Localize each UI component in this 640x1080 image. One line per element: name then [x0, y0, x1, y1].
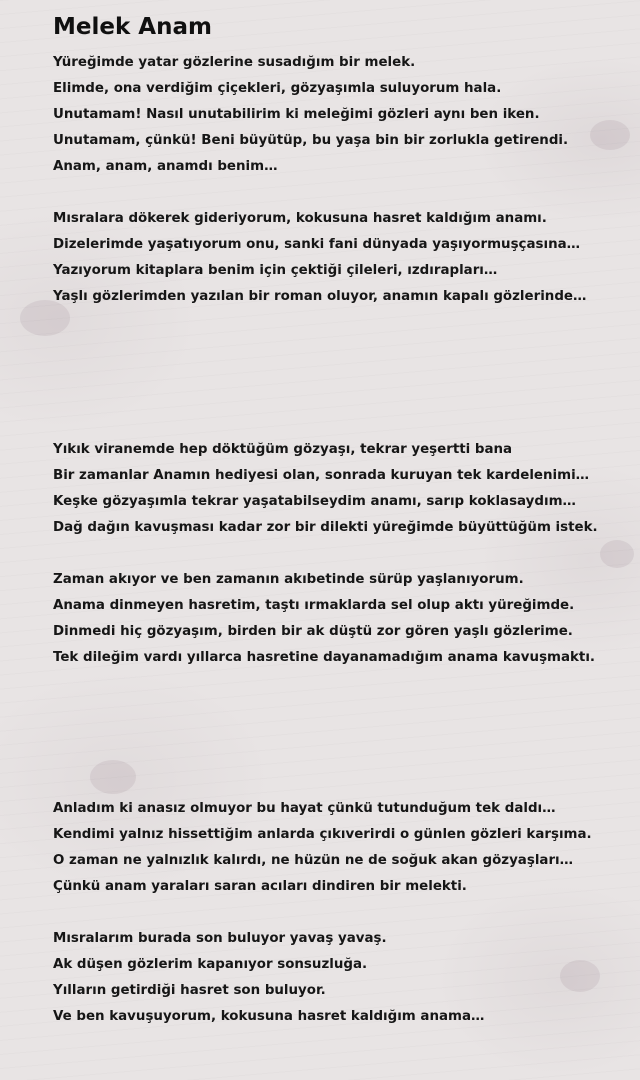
poem-line: Yazıyorum kitaplara benim için çektiği çileleri, ızdırapları… — [53, 263, 498, 278]
poem-line: Dinmedi hiç gözyaşım, birden bir ak düştü zor gören yaşlı gözlerime. — [53, 624, 573, 639]
poem-line: Yaşlı gözlerimden yazılan bir roman oluyor, anamın kapalı gözlerinde… — [53, 289, 587, 304]
poem-line: Yıkık viranemde hep döktüğüm gözyaşı, tekrar yeşertti bana — [53, 442, 513, 457]
poem-stanza-1 — [53, 50, 568, 180]
poem-line: Tek dileğim vardı yıllarca hasretine dayanamadığım anama kavuşmaktı. — [53, 650, 596, 665]
poem-stanza-4 — [53, 567, 595, 671]
poem-title: Melek Anam — [53, 14, 212, 40]
poem-line: Kendimi yalnız hissettiğim anlarda çıkıverirdi o günlen gözleri karşıma. — [53, 827, 592, 842]
poem-line: O zaman ne yalnızlık kalırdı, ne hüzün ne de soğuk akan gözyaşları… — [53, 853, 574, 868]
poem-line: Elimde, ona verdiğim çiçekleri, gözyaşımla suluyorum hala. — [53, 81, 502, 96]
poem-line: Yılların getirdiği hasret son buluyor. — [53, 983, 326, 998]
poem-line: Unutamam, çünkü! Beni büyütüp, bu yaşa bin bir zorlukla getirendi. — [53, 133, 569, 148]
background-ink-blot — [560, 960, 600, 992]
poem-stanza-3 — [53, 437, 598, 541]
background-ink-blot — [600, 540, 634, 568]
poem-line: Ve ben kavuşuyorum, kokusuna hasret kaldığım anama… — [53, 1009, 485, 1024]
poem-stanza-5 — [53, 796, 592, 900]
poem-line: Keşke gözyaşımla tekrar yaşatabilseydim anamı, sarıp koklasaydım… — [53, 494, 576, 509]
poem-line: Dizelerimde yaşatıyorum onu, sanki fani dünyada yaşıyormuşçasına… — [53, 237, 581, 252]
poem-line: Mısralara dökerek gideriyorum, kokusuna hasret kaldığım anamı. — [53, 211, 547, 226]
poem-line: Ak düşen gözlerim kapanıyor sonsuzluğa. — [53, 957, 368, 972]
poem-line: Anladım ki anasız olmuyor bu hayat çünkü tutunduğum tek daldı… — [53, 801, 556, 816]
poem-line: Zaman akıyor ve ben zamanın akıbetinde sürüp yaşlanıyorum. — [53, 572, 524, 587]
poem-line: Unutamam! Nasıl unutabilirim ki meleğimi gözleri aynı ben iken. — [53, 107, 540, 122]
poem-line: Anama dinmeyen hasretim, taştı ırmaklarda sel olup aktı yüreğimde. — [53, 598, 575, 613]
background-ink-blot — [590, 120, 630, 150]
poem-line: Anam, anam, anamdı benim… — [53, 159, 278, 174]
background-ink-blot — [90, 760, 136, 794]
poem-line: Mısralarım burada son buluyor yavaş yavaş. — [53, 931, 387, 946]
poem-line: Dağ dağın kavuşması kadar zor bir dilekti yüreğimde büyüttüğüm istek. — [53, 520, 598, 535]
poem-line: Çünkü anam yaraları saran acıları dindiren bir melekti. — [53, 879, 467, 894]
poem-stanza-6 — [53, 926, 484, 1030]
poem-stanza-2 — [53, 206, 586, 310]
poem-line: Yüreğimde yatar gözlerine susadığım bir melek. — [53, 55, 416, 70]
poem-line: Bir zamanlar Anamın hediyesi olan, sonrada kuruyan tek kardelenimi… — [53, 468, 590, 483]
